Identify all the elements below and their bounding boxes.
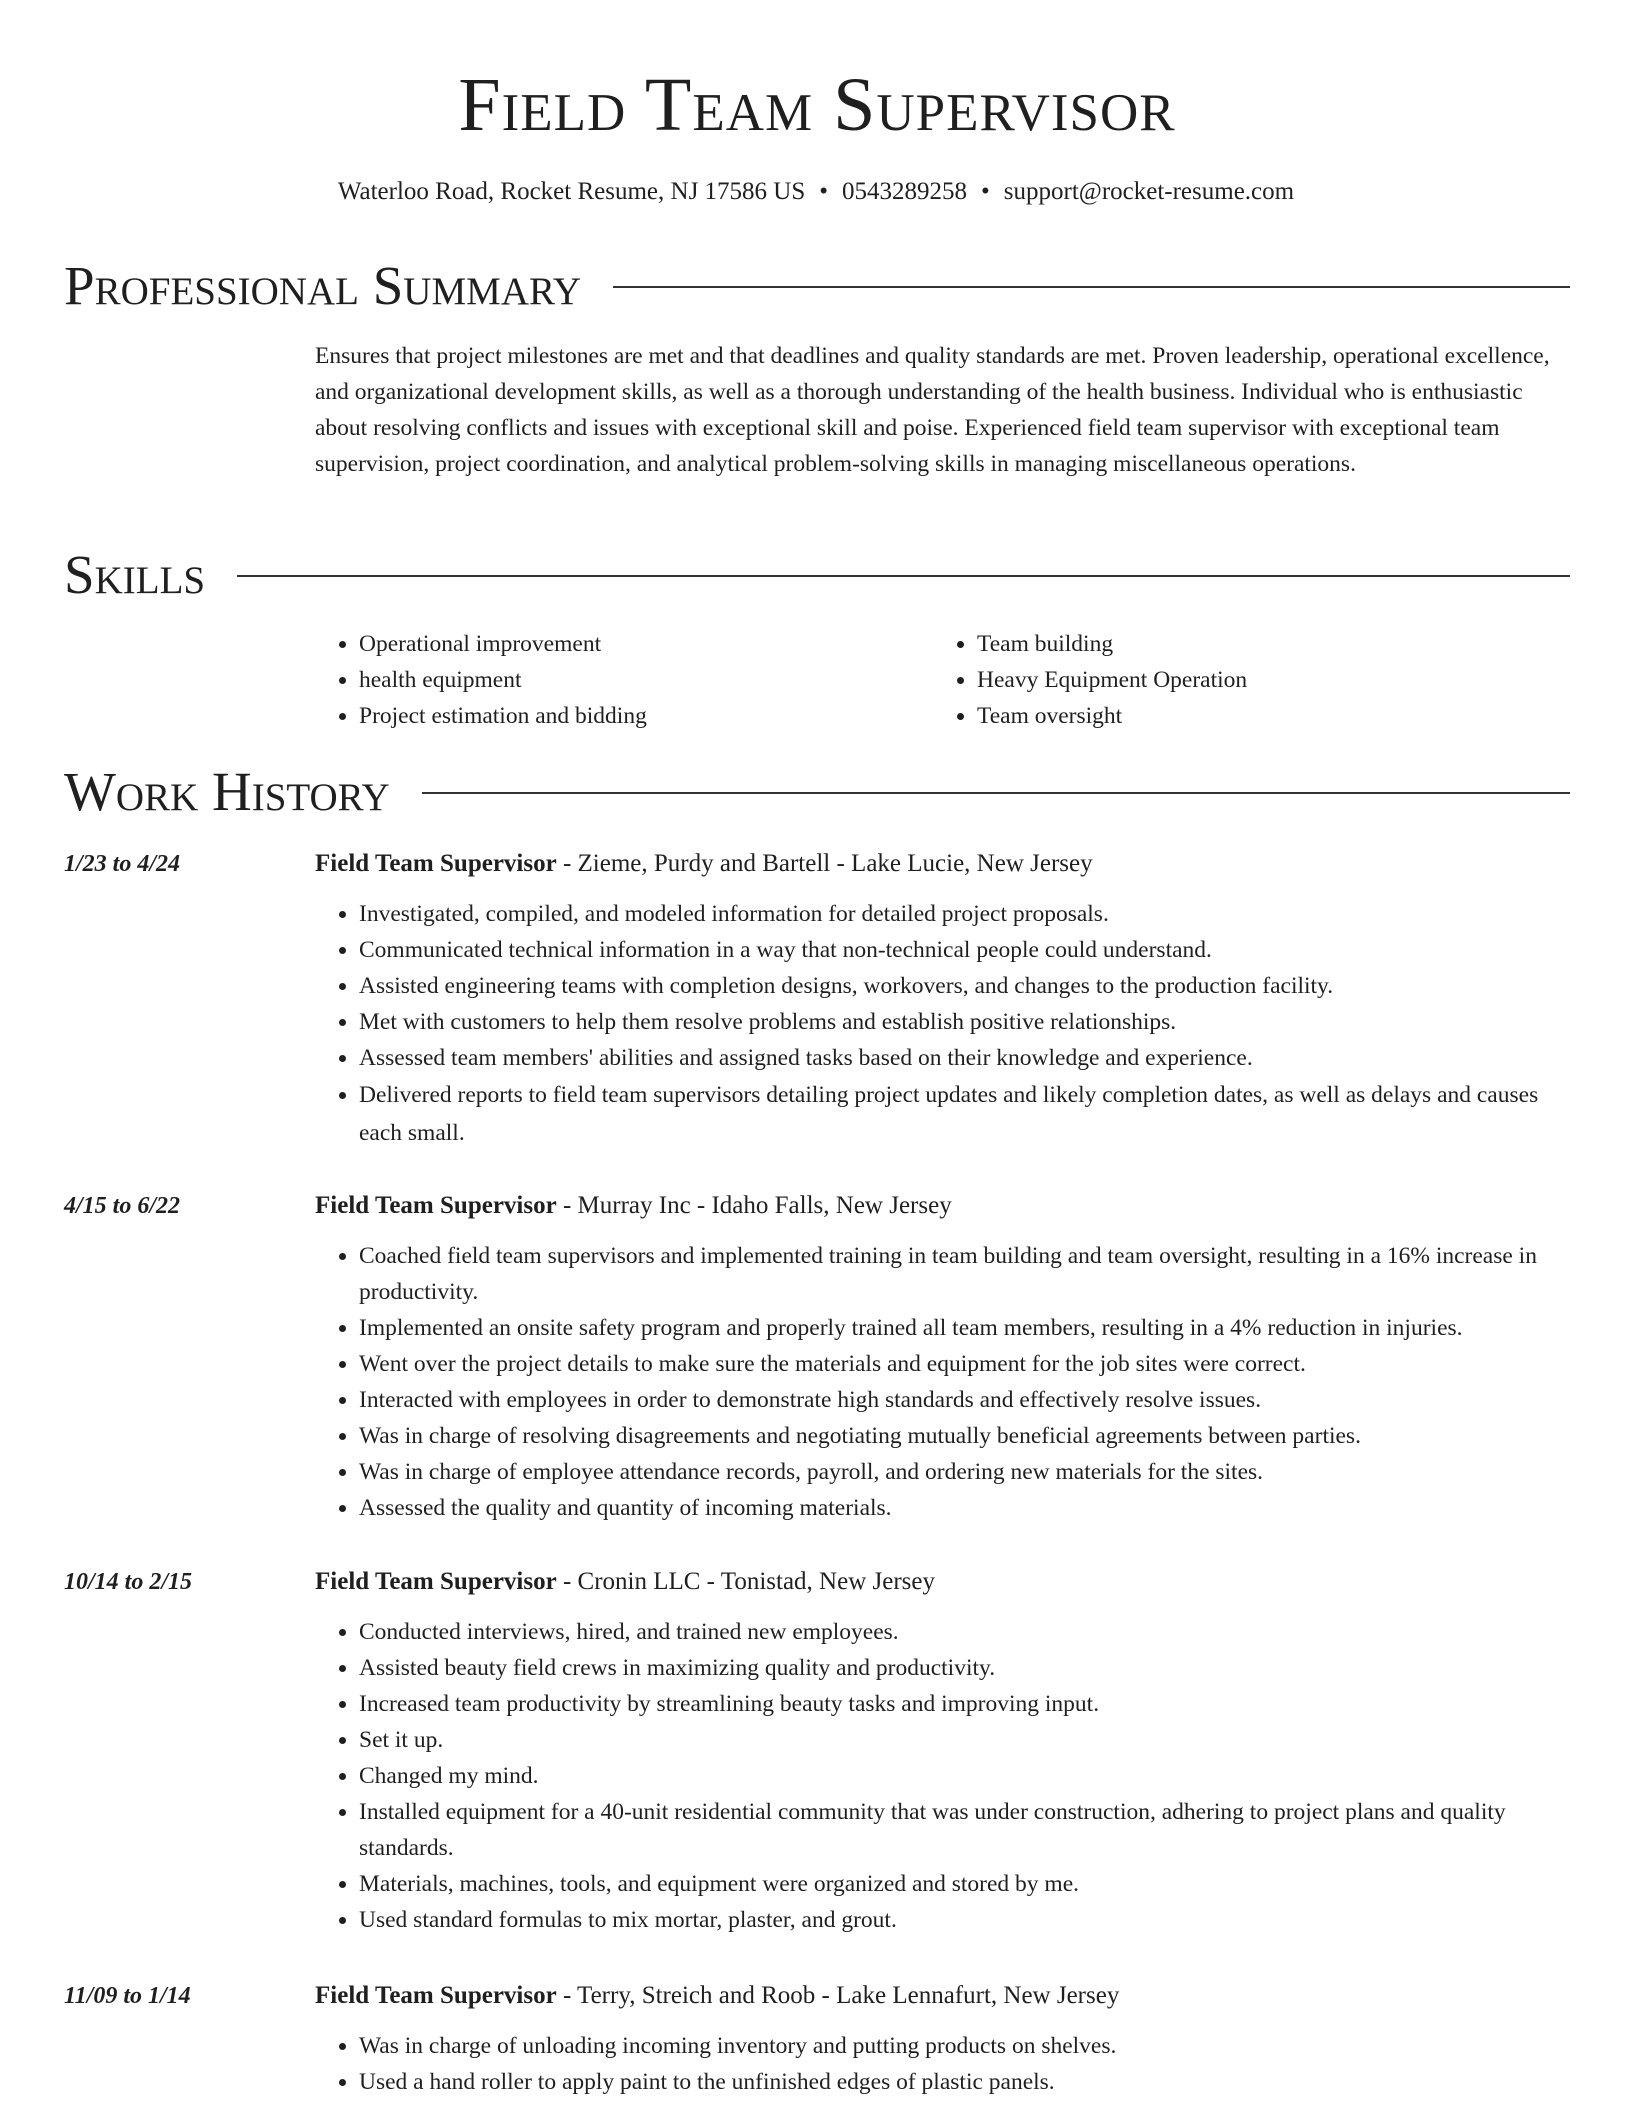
job-bullet: • Assisted beauty field crews in maximizing quality and productivity. [359,1650,1570,1686]
job-title: Field Team Supervisor [315,1982,557,2009]
job-employer-location: - Murray Inc - Idaho Falls, New Jersey [556,1192,952,1219]
job-bullet: • Investigated, compiled, and modeled information for detailed project proposals. [359,896,1570,932]
skill-item: • Team building [977,626,1551,662]
job-dates: 11/09 to 1/14 [64,1983,191,2009]
skills-column-right [933,626,1551,734]
job-title-line [315,1188,1570,1224]
contact-separator: • [819,178,829,205]
job-entry [64,1978,1570,2100]
job-bullet: • Set it up. [359,1722,1570,1758]
job-dates: 4/15 to 6/22 [64,1193,181,1219]
job-bullets [315,2028,1570,2100]
section-divider [613,286,1570,288]
job-bullet: • Delivered reports to field team supervisors detailing project updates and likely completion dates, as well as delays and causes each small. [359,1076,1570,1152]
job-bullet: • Met with customers to help them resolve problems and establish positive relationships. [359,1004,1570,1040]
job-bullet: • Was in charge of employee attendance records, payroll, and ordering new materials for the sites. [359,1454,1570,1490]
job-bullet: • Changed my mind. [359,1758,1570,1794]
job-entry [64,846,1570,1152]
job-bullet: • Implemented an onsite safety program and properly trained all team members, resulting in a 4% reduction in injuries. [359,1310,1570,1346]
contact-email: support@rocket-resume.com [1003,178,1295,205]
summary-text: Ensures that project milestones are met and that deadlines and quality standards are met. Proven leadership, operational excellence, and organizational development skills, as well as a thorough understanding of the health business. Individual who is enthusiastic about resolving conflicts and issues with exceptional skill and poise. Experienced field team supervisor with exceptional team supervision, project coordination, and analytical problem-solving skills in managing miscellaneous operations. [315,343,1550,477]
job-bullets [315,1238,1570,1526]
job-bullet: • Increased team productivity by streamlining beauty tasks and improving input. [359,1686,1570,1722]
job-bullet: • Communicated technical information in a way that non-technical people could understand. [359,932,1570,968]
job-bullet: • Assessed team members' abilities and assigned tasks based on their knowledge and experience. [359,1040,1570,1076]
job-entry [64,1188,1570,1526]
job-bullet: • Interacted with employees in order to demonstrate high standards and effectively resolve issues. [359,1382,1570,1418]
job-bullet: • Installed equipment for a 40-unit residential community that was under construction, adhering to project plans and quality standards. [359,1794,1570,1866]
job-title: Field Team Supervisor [315,1568,557,1595]
contact-phone: 0543289258 [842,178,968,205]
skills-list [315,626,1570,734]
job-employer-location: - Terry, Streich and Roob - Lake Lennafurt, New Jersey [556,1982,1120,2009]
skill-item: • Project estimation and bidding [359,698,933,734]
job-bullet: • Materials, machines, tools, and equipment were organized and stored by me. [359,1866,1570,1902]
job-title-line [315,1564,1570,1600]
job-entry [64,1564,1570,1938]
job-bullets [315,896,1570,1152]
job-dates: 10/14 to 2/15 [64,1569,193,1595]
job-bullet: • Assisted engineering teams with completion designs, workovers, and changes to the production facility. [359,968,1570,1004]
work-section-header [64,760,1570,824]
job-bullet: • Was in charge of unloading incoming inventory and putting products on shelves. [359,2028,1570,2064]
job-bullet: • Used a hand roller to apply paint to the unfinished edges of plastic panels. [359,2064,1570,2100]
contact-address: Waterloo Road, Rocket Resume, NJ 17586 US [337,178,806,205]
section-divider [237,575,1570,577]
job-bullet: • Used standard formulas to mix mortar, plaster, and grout. [359,1902,1570,1938]
summary-section-header [64,254,1570,318]
summary-heading: Professional Summary [64,255,582,316]
work-heading: Work History [64,761,390,822]
job-bullets [315,1614,1570,1938]
section-divider [422,792,1570,794]
job-bullet: • Was in charge of resolving disagreements and negotiating mutually beneficial agreements between parties. [359,1418,1570,1454]
contact-separator: • [981,178,990,205]
job-title-line [315,1978,1570,2014]
skill-item: • health equipment [359,662,933,698]
job-title: Field Team Supervisor [315,1192,557,1219]
skill-item: • Operational improvement [359,626,933,662]
contact-line [0,174,1632,210]
skills-column-left [315,626,933,734]
candidate-name: Field Team Supervisor [458,63,1176,147]
job-bullet: • Conducted interviews, hired, and trained new employees. [359,1614,1570,1650]
job-employer-location: - Zieme, Purdy and Bartell - Lake Lucie, New Jersey [556,850,1093,877]
job-bullet: • Coached field team supervisors and implemented training in team building and team oversight, resulting in a 16% increase in productivity. [359,1238,1570,1310]
job-dates: 1/23 to 4/24 [64,851,181,877]
job-bullet: • Assessed the quality and quantity of incoming materials. [359,1490,1570,1526]
skills-heading: Skills [64,544,206,605]
skills-section-header [64,543,1570,607]
skill-item: • Team oversight [977,698,1551,734]
job-title-line [315,846,1570,882]
skill-item: • Heavy Equipment Operation [977,662,1551,698]
job-bullet: • Went over the project details to make sure the materials and equipment for the job sites were correct. [359,1346,1570,1382]
job-title: Field Team Supervisor [315,850,557,877]
job-employer-location: - Cronin LLC - Tonistad, New Jersey [556,1568,935,1595]
